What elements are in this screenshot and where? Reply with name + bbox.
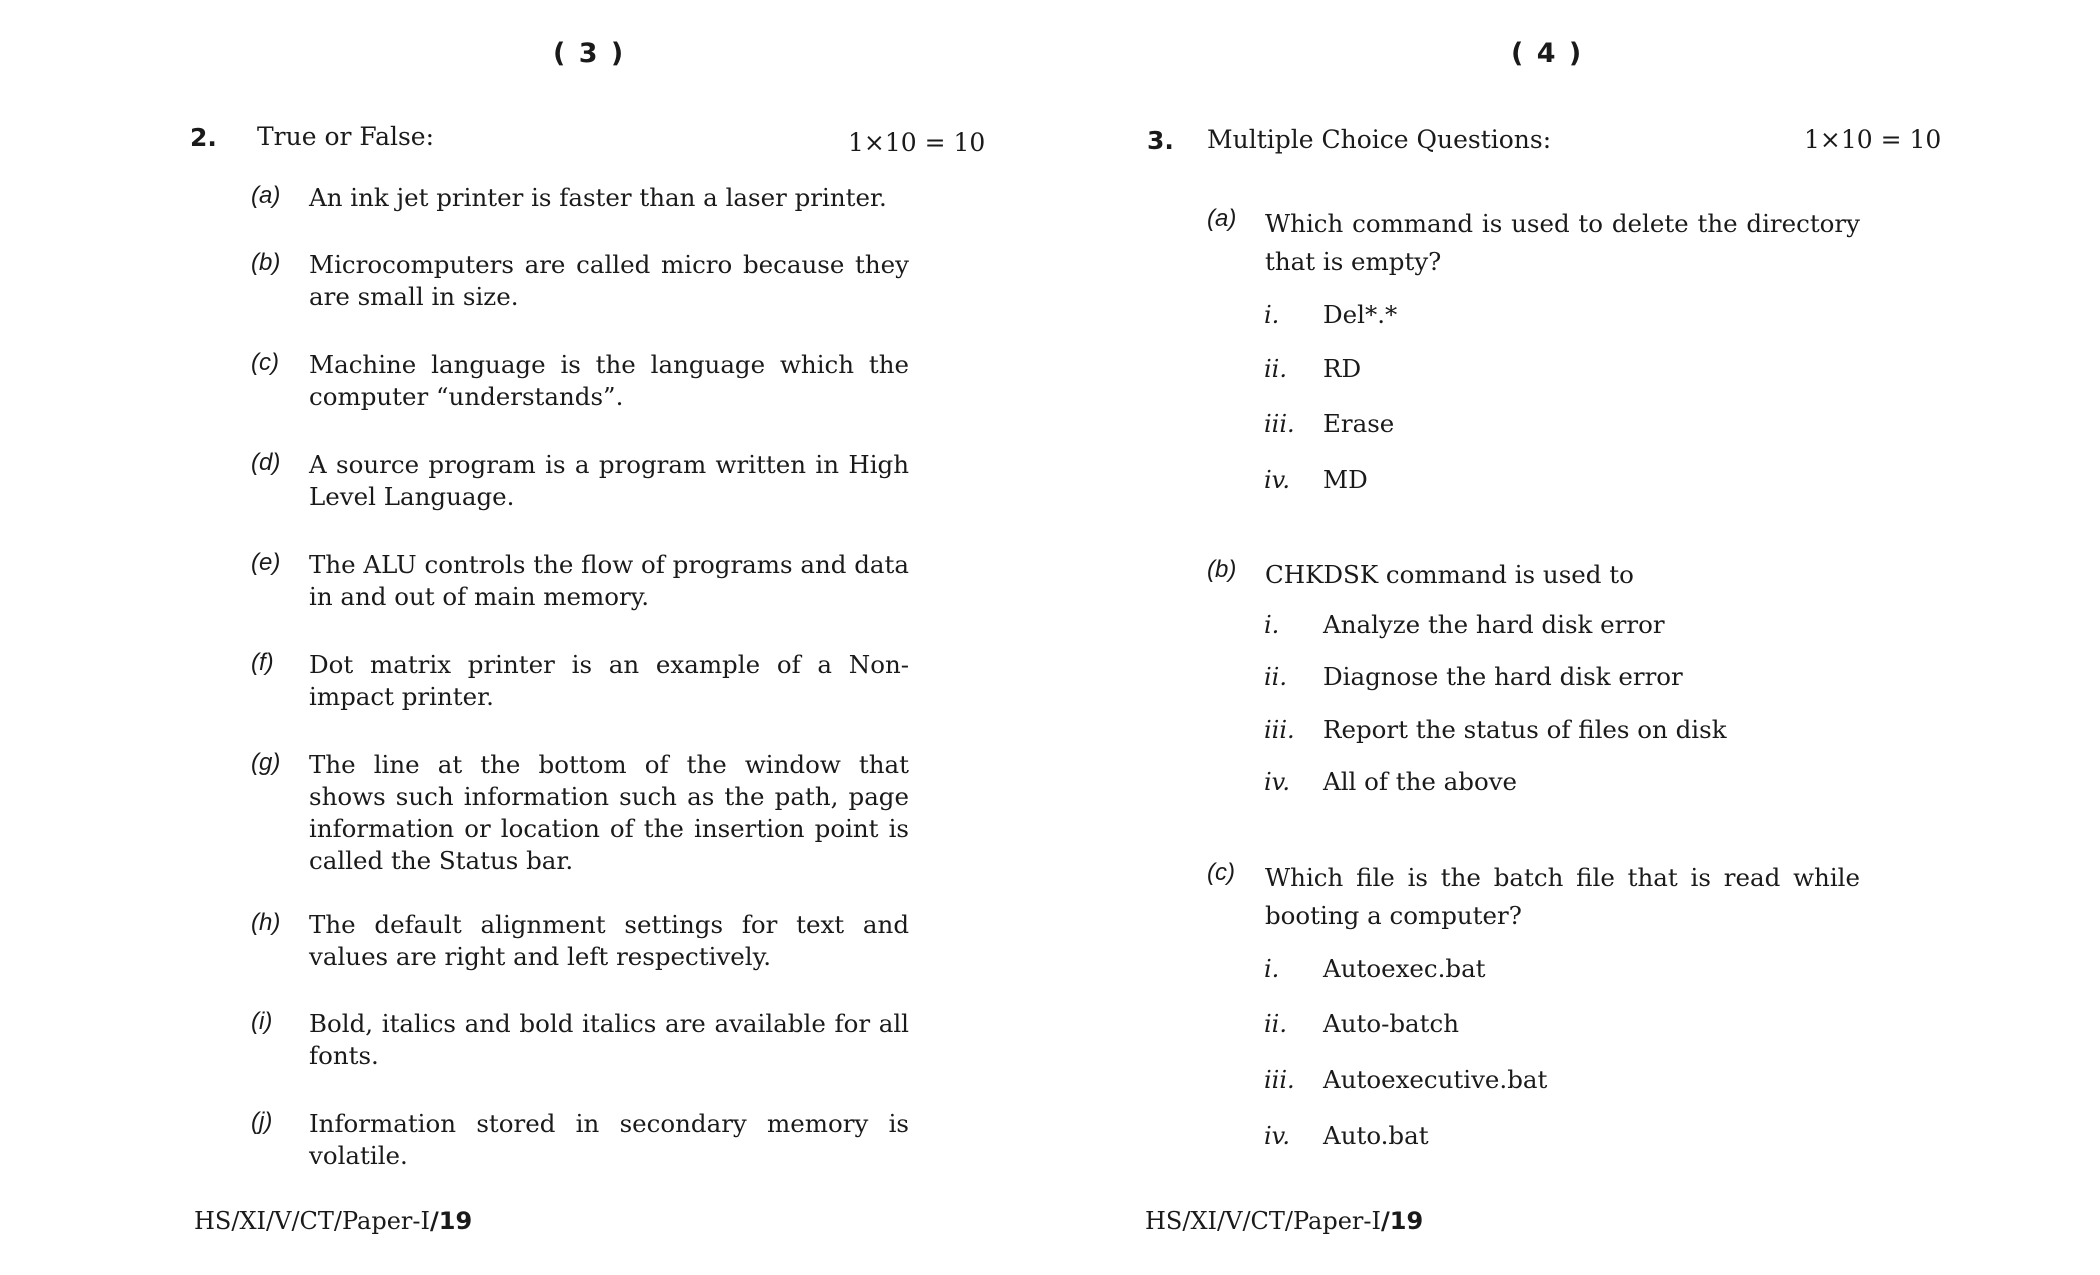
mcq-c-option-4 [1264, 1120, 1764, 1152]
mcq-b-option-1 [1264, 609, 1764, 641]
paper-year: /19 [1381, 1207, 1424, 1235]
page-number: ( 3 ) [553, 38, 626, 69]
item-text: Microcomputers are called micro because they are small in size. [309, 250, 909, 311]
item-label: (a) [251, 182, 281, 209]
mcq-a-option-1 [1264, 299, 1764, 331]
item-label: (d) [251, 449, 281, 476]
item-label: (b) [1207, 556, 1237, 583]
question-marks: 1×10 = 10 [1804, 125, 1942, 154]
option-label: iv. [1264, 768, 1291, 796]
option-text: Auto.bat [1323, 1121, 1429, 1150]
option-label: iii. [1264, 716, 1295, 744]
option-text: Auto-batch [1323, 1009, 1459, 1038]
option-label: i. [1264, 301, 1280, 329]
item-label: (f) [251, 649, 274, 676]
item-label: (a) [1207, 205, 1237, 232]
question-marks: 1×10 = 10 [848, 128, 986, 157]
option-label: ii. [1264, 1010, 1287, 1038]
option-label: iii. [1264, 410, 1295, 438]
item-text: Information stored in secondary memory is volatile. [309, 1109, 909, 1170]
option-label: ii. [1264, 663, 1287, 691]
item-text: A source program is a program written in High Level Language. [309, 450, 909, 511]
option-text: Analyze the hard disk error [1323, 610, 1665, 639]
page-4 [1050, 0, 2100, 1275]
option-label: i. [1264, 955, 1280, 983]
question-number: 2. [190, 123, 217, 152]
mcq-a-option-4 [1264, 464, 1764, 496]
mcq-c-option-3 [1264, 1064, 1764, 1096]
option-text: Del*.* [1323, 300, 1398, 329]
item-text: Which command is used to delete the directory that is empty? [1265, 209, 1860, 276]
question-number: 3. [1147, 126, 1174, 155]
option-text: RD [1323, 354, 1362, 383]
item-text: The ALU controls the flow of programs and data in and out of main memory. [309, 550, 909, 611]
paper-year: /19 [430, 1207, 473, 1235]
question-title: Multiple Choice Questions: [1207, 125, 1552, 154]
option-text: Diagnose the hard disk error [1323, 662, 1683, 691]
option-label: iii. [1264, 1066, 1295, 1094]
option-text: Autoexec.bat [1323, 954, 1486, 983]
paper-code: HS/XI/V/CT/Paper-I [194, 1207, 430, 1235]
paper-code-footer [1145, 1207, 1423, 1235]
mcq-b-option-2 [1264, 661, 1764, 693]
option-text: Autoexecutive.bat [1323, 1065, 1548, 1094]
option-label: ii. [1264, 355, 1287, 383]
item-label: (c) [251, 349, 279, 376]
option-text: All of the above [1323, 767, 1518, 796]
item-text: Machine language is the language which the computer “understands”. [309, 350, 909, 411]
item-label: (g) [251, 749, 281, 776]
question-title: True or False: [257, 122, 435, 151]
option-text: Erase [1323, 409, 1395, 438]
page-number: ( 4 ) [1511, 38, 1584, 69]
mcq-a-option-2 [1264, 353, 1764, 385]
mcq-b-option-3 [1264, 714, 1764, 746]
item-text: Dot matrix printer is an example of a Non-impact printer. [309, 650, 909, 711]
item-text: The default alignment settings for text and values are right and left respectively. [309, 910, 909, 971]
item-label: (h) [251, 909, 281, 936]
paper-code: HS/XI/V/CT/Paper-I [1145, 1207, 1381, 1235]
option-text: MD [1323, 465, 1368, 494]
option-label: i. [1264, 611, 1280, 639]
mcq-a-option-3 [1264, 408, 1764, 440]
mcq-b-option-4 [1264, 766, 1764, 798]
item-text: CHKDSK command is used to [1265, 560, 1634, 589]
item-label: (i) [251, 1008, 273, 1035]
item-label: (e) [251, 549, 281, 576]
option-label: iv. [1264, 1122, 1291, 1150]
mcq-c-option-1 [1264, 953, 1764, 985]
item-label: (j) [251, 1108, 273, 1135]
item-text: Bold, italics and bold italics are available for all fonts. [309, 1009, 909, 1070]
mcq-c-option-2 [1264, 1008, 1764, 1040]
item-label: (b) [251, 249, 281, 276]
option-text: Report the status of files on disk [1323, 715, 1727, 744]
item-text: The line at the bottom of the window that shows such information such as the path, page information or location of the insertion point is called the Status bar. [309, 750, 909, 875]
paper-code-footer [194, 1207, 472, 1235]
item-text: Which file is the batch file that is read while booting a computer? [1265, 863, 1860, 930]
option-label: iv. [1264, 466, 1291, 494]
item-label: (c) [1207, 859, 1235, 886]
item-text: An ink jet printer is faster than a laser printer. [309, 183, 887, 212]
